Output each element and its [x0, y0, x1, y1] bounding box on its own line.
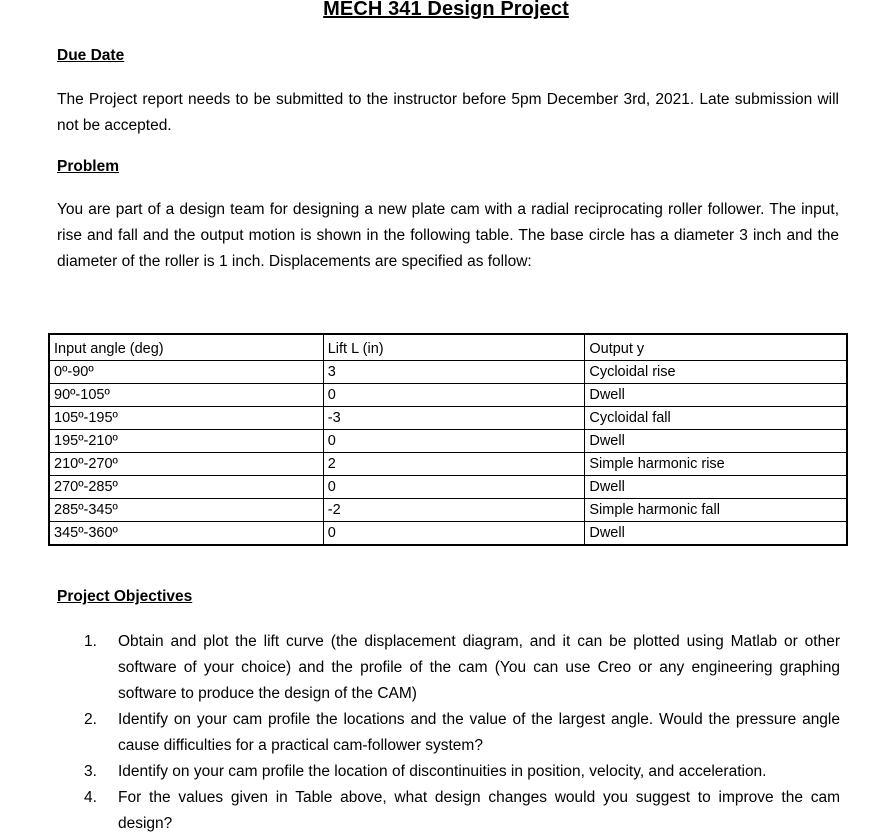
table-row: [50, 453, 847, 476]
document-title: MECH 341 Design Project: [323, 0, 569, 20]
table-row: [50, 430, 847, 453]
list-item: [80, 759, 840, 785]
lift-cell: 2: [323, 453, 585, 476]
input-angle-cell: 0º-90º: [50, 361, 324, 384]
problem-heading: Problem: [57, 158, 120, 175]
list-item-number: 1.: [84, 633, 97, 650]
lift-cell: -3: [323, 407, 585, 430]
lift-cell: -2: [323, 499, 585, 522]
table-row: [50, 522, 847, 545]
output-cell: Cycloidal fall: [585, 407, 847, 430]
output-cell: Dwell: [585, 476, 847, 499]
header-lift: Lift L (in): [323, 335, 585, 361]
input-angle-cell: 270º-285º: [50, 476, 324, 499]
lift-cell: 3: [323, 361, 585, 384]
lift-cell: 0: [323, 476, 585, 499]
table-row: [50, 499, 847, 522]
input-angle-cell: 90º-105º: [50, 384, 324, 407]
list-item: [80, 785, 840, 837]
lift-cell: 0: [323, 522, 585, 545]
table-row: [50, 407, 847, 430]
list-item-text: For the values given in Table above, what design changes would you suggest to improve the cam design?: [118, 789, 840, 832]
displacement-table: [49, 334, 847, 545]
output-cell: Dwell: [585, 384, 847, 407]
lift-cell: 0: [323, 384, 585, 407]
output-cell: Dwell: [585, 522, 847, 545]
input-angle-cell: 345º-360º: [50, 522, 324, 545]
table-row: [50, 361, 847, 384]
input-angle-cell: 210º-270º: [50, 453, 324, 476]
table-row: [50, 384, 847, 407]
lift-cell: 0: [323, 430, 585, 453]
list-item: [80, 629, 840, 707]
output-cell: Simple harmonic fall: [585, 499, 847, 522]
header-output: Output y: [585, 335, 847, 361]
output-cell: Cycloidal rise: [585, 361, 847, 384]
table-row: [50, 476, 847, 499]
list-item: [80, 707, 840, 759]
due-date-text: The Project report needs to be submitted to the instructor before 5pm December 3rd, 2021. Late submission will not be accepted.: [57, 91, 839, 134]
list-item-number: 3.: [84, 763, 97, 780]
input-angle-cell: 195º-210º: [50, 430, 324, 453]
table-header-row: [50, 335, 847, 361]
problem-text: You are part of a design team for designing a new plate cam with a radial reciprocating roller follower. The input, rise and fall and the output motion is shown in the following table. The base circle has a diameter 3 inch and the diameter of the roller is 1 inch. Displacements are specified as follow:: [57, 201, 839, 270]
list-item-number: 2.: [84, 711, 97, 728]
output-cell: Simple harmonic rise: [585, 453, 847, 476]
objectives-list: [80, 629, 840, 837]
list-item-number: 4.: [84, 789, 97, 806]
due-date-heading: Due Date: [57, 47, 125, 64]
output-cell: Dwell: [585, 430, 847, 453]
input-angle-cell: 285º-345º: [50, 499, 324, 522]
list-item-text: Obtain and plot the lift curve (the displacement diagram, and it can be plotted using Matlab or other software of your choice) and the profile of the cam (You can use Creo or any engineering graphing software to produce the design of the CAM): [118, 633, 840, 702]
input-angle-cell: 105º-195º: [50, 407, 324, 430]
list-item-text: Identify on your cam profile the location of discontinuities in position, velocity, and acceleration.: [118, 763, 767, 780]
header-input-angle: Input angle (deg): [50, 335, 324, 361]
objectives-heading: Project Objectives: [57, 588, 193, 605]
list-item-text: Identify on your cam profile the locations and the value of the largest angle. Would the pressure angle cause difficulties for a practical cam-follower system?: [118, 711, 840, 754]
